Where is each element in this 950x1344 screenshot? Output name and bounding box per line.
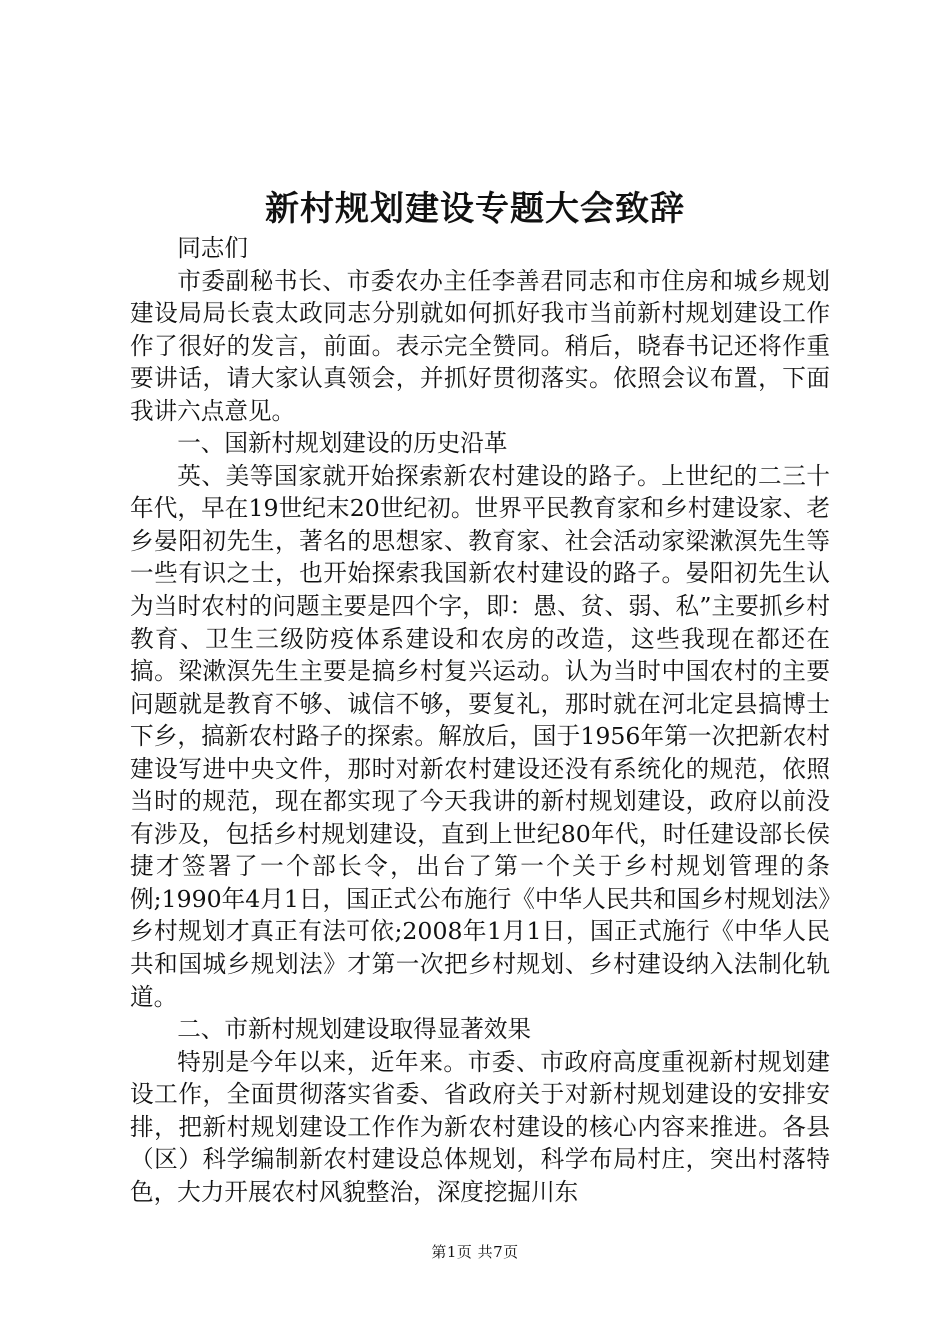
document-body bbox=[130, 232, 830, 1208]
section-heading: 二、市新村规划建设取得显著效果 bbox=[177, 1015, 532, 1044]
salutation-paragraph: 同志们 bbox=[177, 234, 248, 262]
page-number-footer: 第1页 共7页 bbox=[431, 1243, 519, 1261]
body-paragraph: 特别是今年以来，近年来。市委、市政府高度重视新村规划建设工作，全面贯彻落实省委、省政府关于对新村规划建设的安排安排，把新村规划建设工作作为新农村建设的核心内容来推进。各县（区）科学编制新农村建设总体规划，科学布局村庄，突出村落特色，大力开展农村风貌整治，深度挖掘川东 bbox=[130, 1047, 830, 1206]
body-paragraph: 市委副秘书长、市委农办主任李善君同志和市住房和城乡规划建设局局长袁太政同志分别就如何抓好我市当前新村规划建设工作作了很好的发言，前面。表示完全赞同。稍后，晓春书记还将作重要讲话，请大家认真领会，并抓好贯彻落实。依照会议布置，下面我讲六点意见。 bbox=[130, 266, 830, 425]
section-heading: 一、国新村规划建设的历史沿革 bbox=[177, 429, 508, 458]
document-title: 新村规划建设专题大会致辞 bbox=[265, 189, 685, 229]
body-paragraph: 英、美等国家就开始探索新农村建设的路子。上世纪的二三十年代，早在19世纪末20世纪初。世界平民教育家和乡村建设家、老乡晏阳初先生，著名的思想家、教育家、社会活动家梁漱溟先生等一些有识之士，也开始探索我国新农村建设的路子。晏阳初先生认为当时农村的问题主要是四个字，即：愚、贫、弱、私”主要抓乡村教育、卫生三级防疫体系建设和农房的改造，这些我现在都还在搞。梁漱溟先生主要是搞乡村复兴运动。认为当时中国农村的主要问题就是教育不够、诚信不够，要复礼，那时就在河北定县搞博士下乡，搞新农村路子的探索。解放后，国于1956年第一次把新农村建设写进中央文件，那时对新农村建设还没有系统化的规范，依照当时的规范，现在都实现了今天我讲的新村规划建设，政府以前没有涉及，包括乡村规划建设，直到上世纪80年代，时任建设部长侯捷才签署了一个部长令，出台了第一个关于乡村规划管理的条例;1990年4月1日，国正式公布施行《中华人民共和国乡村规划法》乡村规划才真正有法可依;2008年1月1日，国正式施行《中华人民共和国城乡规划法》才第一次把乡村规划、乡村建设纳入法制化轨道。 bbox=[130, 461, 830, 1011]
